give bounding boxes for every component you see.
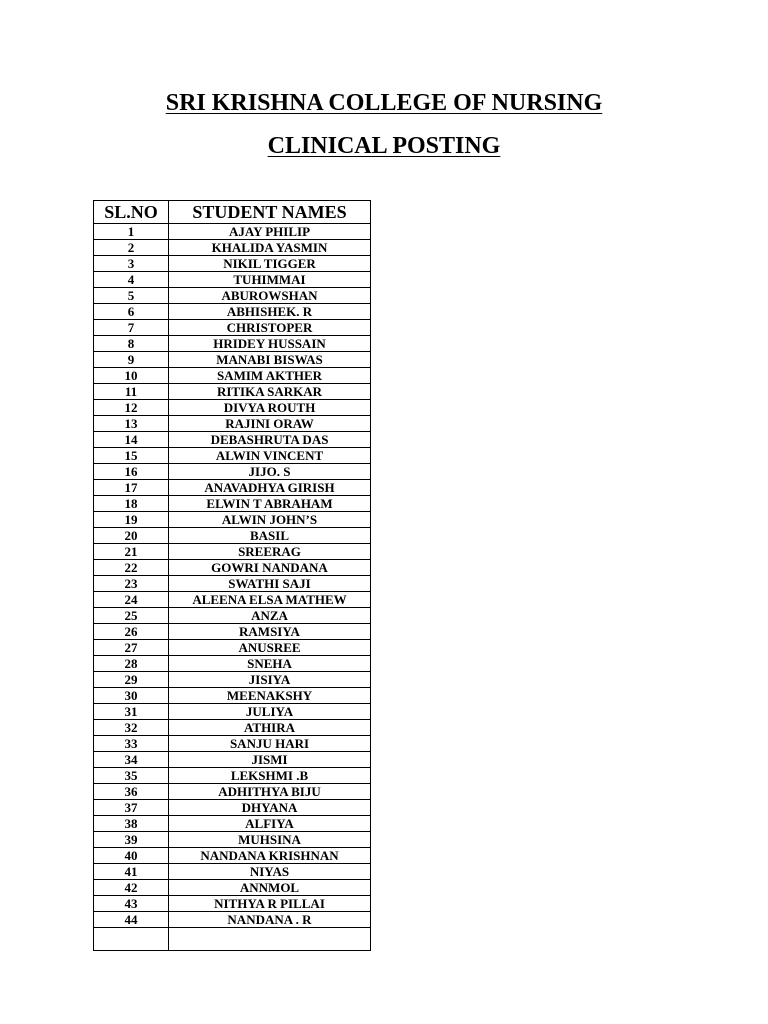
student-name-cell: ELWIN T ABRAHAM bbox=[169, 496, 371, 512]
sl-no-cell: 10 bbox=[94, 368, 169, 384]
table-row bbox=[94, 784, 371, 800]
table-row bbox=[94, 624, 371, 640]
sl-no-cell: 25 bbox=[94, 608, 169, 624]
sl-no-cell: 16 bbox=[94, 464, 169, 480]
table-row bbox=[94, 496, 371, 512]
sl-no-cell: 30 bbox=[94, 688, 169, 704]
table-row bbox=[94, 896, 371, 912]
student-name-cell: MUHSINA bbox=[169, 832, 371, 848]
table-row bbox=[94, 576, 371, 592]
sl-no-cell: 35 bbox=[94, 768, 169, 784]
table-row bbox=[94, 528, 371, 544]
sl-no-cell: 42 bbox=[94, 880, 169, 896]
sl-no-cell: 7 bbox=[94, 320, 169, 336]
table-row bbox=[94, 224, 371, 240]
student-name-cell: ABUROWSHAN bbox=[169, 288, 371, 304]
student-name-cell: NIYAS bbox=[169, 864, 371, 880]
student-name-cell: RITIKA SARKAR bbox=[169, 384, 371, 400]
table-row bbox=[94, 464, 371, 480]
table-row bbox=[94, 304, 371, 320]
table-row bbox=[94, 352, 371, 368]
sl-no-cell: 1 bbox=[94, 224, 169, 240]
table-row bbox=[94, 560, 371, 576]
student-name-cell: ANZA bbox=[169, 608, 371, 624]
student-name-cell: KHALIDA YASMIN bbox=[169, 240, 371, 256]
student-name-cell: JISMI bbox=[169, 752, 371, 768]
student-name-cell: ADHITHYA BIJU bbox=[169, 784, 371, 800]
table-row bbox=[94, 832, 371, 848]
sl-no-cell: 17 bbox=[94, 480, 169, 496]
column-header-sl-no: SL.NO bbox=[94, 201, 169, 224]
table-row bbox=[94, 672, 371, 688]
sl-no-cell: 29 bbox=[94, 672, 169, 688]
student-name-cell: MEENAKSHY bbox=[169, 688, 371, 704]
table-row bbox=[94, 336, 371, 352]
sl-no-cell: 26 bbox=[94, 624, 169, 640]
sl-no-cell: 44 bbox=[94, 912, 169, 928]
table-row bbox=[94, 704, 371, 720]
table-row bbox=[94, 720, 371, 736]
student-name-cell: LEKSHMI .B bbox=[169, 768, 371, 784]
sl-no-cell: 3 bbox=[94, 256, 169, 272]
sl-no-cell: 8 bbox=[94, 336, 169, 352]
sl-no-cell: 18 bbox=[94, 496, 169, 512]
student-name-cell: DIVYA ROUTH bbox=[169, 400, 371, 416]
table-row bbox=[94, 608, 371, 624]
student-roster-table bbox=[93, 200, 371, 951]
sl-no-cell: 37 bbox=[94, 800, 169, 816]
student-name-cell: TUHIMMAI bbox=[169, 272, 371, 288]
table-row bbox=[94, 752, 371, 768]
student-name-cell: ANAVADHYA GIRISH bbox=[169, 480, 371, 496]
table-row bbox=[94, 256, 371, 272]
table-row bbox=[94, 320, 371, 336]
sl-no-cell: 4 bbox=[94, 272, 169, 288]
sl-no-cell: 38 bbox=[94, 816, 169, 832]
student-name-cell: BASIL bbox=[169, 528, 371, 544]
student-name-cell: JULIYA bbox=[169, 704, 371, 720]
student-name-cell: SANJU HARI bbox=[169, 736, 371, 752]
student-name-cell: ALWIN JOHN’S bbox=[169, 512, 371, 528]
empty-table-row bbox=[94, 928, 371, 951]
student-name-cell: SWATHI SAJI bbox=[169, 576, 371, 592]
sl-no-cell: 12 bbox=[94, 400, 169, 416]
sl-no-cell: 21 bbox=[94, 544, 169, 560]
student-name-cell: SREERAG bbox=[169, 544, 371, 560]
student-name-cell: JISIYA bbox=[169, 672, 371, 688]
sl-no-cell: 13 bbox=[94, 416, 169, 432]
table-row bbox=[94, 288, 371, 304]
sl-no-cell: 2 bbox=[94, 240, 169, 256]
student-name-cell: JIJO. S bbox=[169, 464, 371, 480]
table-row bbox=[94, 384, 371, 400]
sl-no-cell: 14 bbox=[94, 432, 169, 448]
student-name-cell: NITHYA R PILLAI bbox=[169, 896, 371, 912]
table-row bbox=[94, 432, 371, 448]
sl-no-cell: 22 bbox=[94, 560, 169, 576]
column-header-student-names: STUDENT NAMES bbox=[169, 201, 371, 224]
document-title: SRI KRISHNA COLLEGE OF NURSING bbox=[165, 90, 603, 116]
empty-cell bbox=[169, 928, 371, 951]
sl-no-cell: 5 bbox=[94, 288, 169, 304]
sl-no-cell: 28 bbox=[94, 656, 169, 672]
student-name-cell: DHYANA bbox=[169, 800, 371, 816]
student-name-cell: RAMSIYA bbox=[169, 624, 371, 640]
table-row bbox=[94, 768, 371, 784]
table-row bbox=[94, 800, 371, 816]
sl-no-cell: 31 bbox=[94, 704, 169, 720]
table-row bbox=[94, 240, 371, 256]
table-row bbox=[94, 416, 371, 432]
table-row bbox=[94, 656, 371, 672]
table-row bbox=[94, 368, 371, 384]
table-row bbox=[94, 512, 371, 528]
student-name-cell: HRIDEY HUSSAIN bbox=[169, 336, 371, 352]
student-name-cell: ANNMOL bbox=[169, 880, 371, 896]
student-name-cell: SAMIM AKTHER bbox=[169, 368, 371, 384]
table-row bbox=[94, 880, 371, 896]
sl-no-cell: 32 bbox=[94, 720, 169, 736]
student-name-cell: GOWRI NANDANA bbox=[169, 560, 371, 576]
empty-cell bbox=[94, 928, 169, 951]
student-name-cell: MANABI BISWAS bbox=[169, 352, 371, 368]
table-row bbox=[94, 912, 371, 928]
sl-no-cell: 24 bbox=[94, 592, 169, 608]
student-name-cell: SNEHA bbox=[169, 656, 371, 672]
table-body bbox=[94, 224, 371, 951]
student-name-cell: CHRISTOPER bbox=[169, 320, 371, 336]
sl-no-cell: 6 bbox=[94, 304, 169, 320]
table-row bbox=[94, 736, 371, 752]
table-row bbox=[94, 400, 371, 416]
sl-no-cell: 41 bbox=[94, 864, 169, 880]
table-row bbox=[94, 864, 371, 880]
student-name-cell: NIKIL TIGGER bbox=[169, 256, 371, 272]
table-row bbox=[94, 480, 371, 496]
table-header-row bbox=[94, 201, 371, 224]
table-row bbox=[94, 448, 371, 464]
sl-no-cell: 20 bbox=[94, 528, 169, 544]
sl-no-cell: 33 bbox=[94, 736, 169, 752]
sl-no-cell: 40 bbox=[94, 848, 169, 864]
table-row bbox=[94, 816, 371, 832]
student-name-cell: ALEENA ELSA MATHEW bbox=[169, 592, 371, 608]
document-subtitle: CLINICAL POSTING bbox=[267, 133, 501, 159]
sl-no-cell: 15 bbox=[94, 448, 169, 464]
sl-no-cell: 27 bbox=[94, 640, 169, 656]
student-name-cell: ANUSREE bbox=[169, 640, 371, 656]
student-name-cell: ABHISHEK. R bbox=[169, 304, 371, 320]
sl-no-cell: 23 bbox=[94, 576, 169, 592]
student-name-cell: DEBASHRUTA DAS bbox=[169, 432, 371, 448]
sl-no-cell: 39 bbox=[94, 832, 169, 848]
sl-no-cell: 11 bbox=[94, 384, 169, 400]
table-row bbox=[94, 848, 371, 864]
sl-no-cell: 19 bbox=[94, 512, 169, 528]
student-name-cell: ATHIRA bbox=[169, 720, 371, 736]
sl-no-cell: 43 bbox=[94, 896, 169, 912]
student-name-cell: RAJINI ORAW bbox=[169, 416, 371, 432]
student-name-cell: ALFIYA bbox=[169, 816, 371, 832]
student-name-cell: NANDANA KRISHNAN bbox=[169, 848, 371, 864]
table-row bbox=[94, 272, 371, 288]
student-name-cell: ALWIN VINCENT bbox=[169, 448, 371, 464]
student-name-cell: AJAY PHILIP bbox=[169, 224, 371, 240]
table-row bbox=[94, 592, 371, 608]
table-row bbox=[94, 640, 371, 656]
sl-no-cell: 36 bbox=[94, 784, 169, 800]
table-row bbox=[94, 688, 371, 704]
sl-no-cell: 9 bbox=[94, 352, 169, 368]
table-row bbox=[94, 544, 371, 560]
sl-no-cell: 34 bbox=[94, 752, 169, 768]
student-name-cell: NANDANA . R bbox=[169, 912, 371, 928]
